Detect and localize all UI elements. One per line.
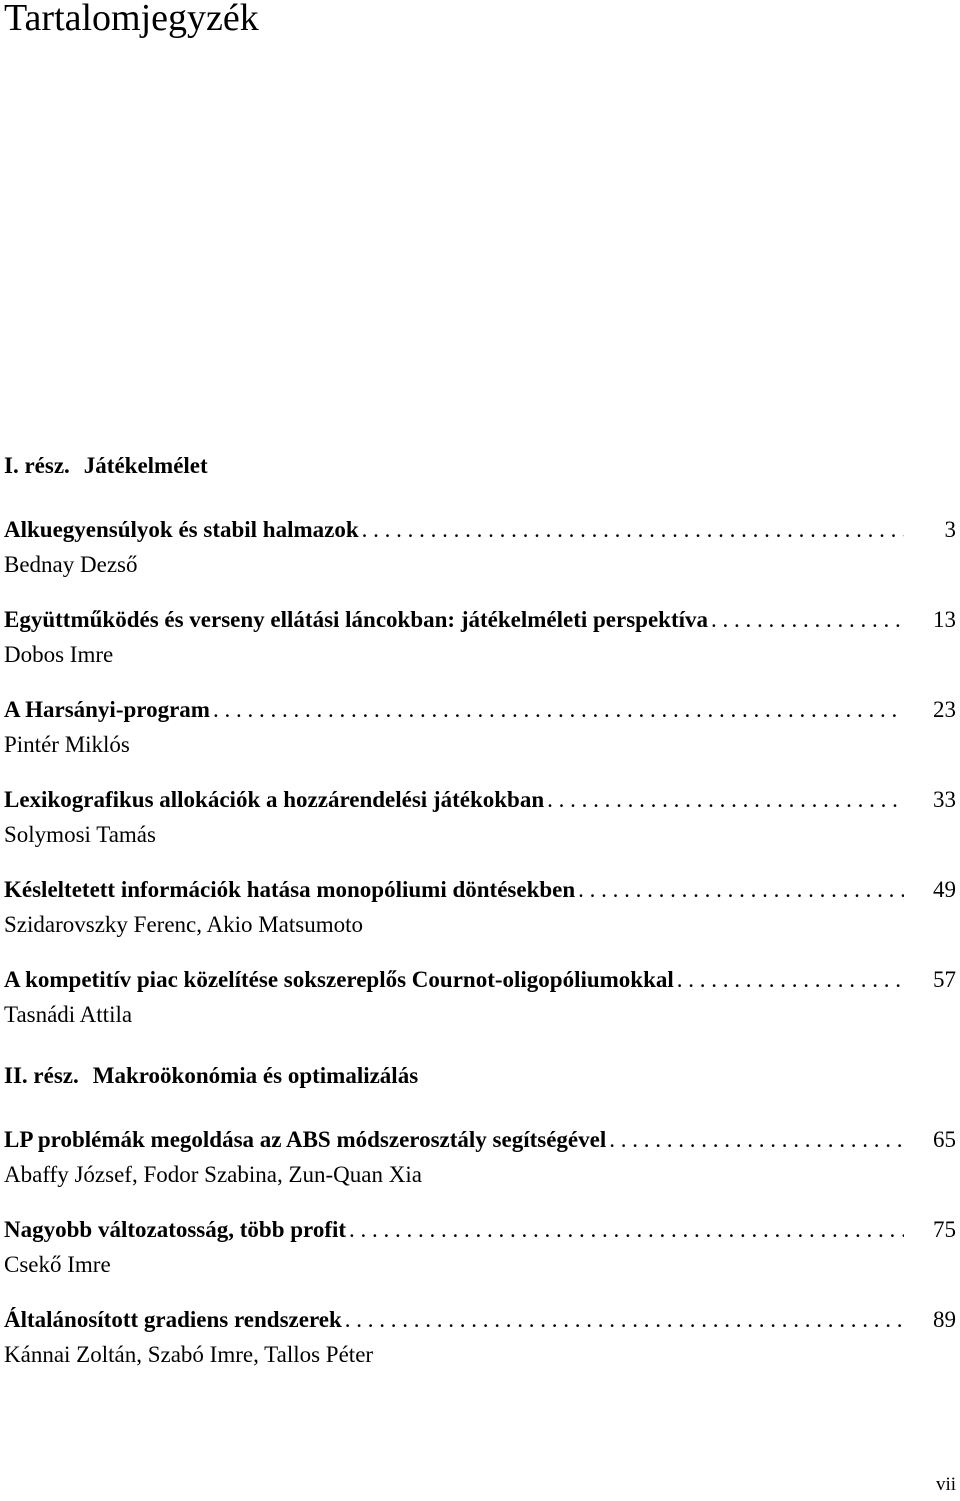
- toc-entry-authors: Solymosi Tamás: [4, 822, 156, 847]
- toc-entry-title[interactable]: Általánosított gradiens rendszerek: [4, 1307, 342, 1332]
- toc-entry-page[interactable]: 75: [933, 1217, 956, 1242]
- toc-entry-line[interactable]: [4, 695, 956, 725]
- toc-entry-line[interactable]: [4, 965, 956, 995]
- toc-entry-title[interactable]: Alkuegyensúlyok és stabil halmazok: [4, 517, 359, 542]
- toc-entry-authors: Dobos Imre: [4, 642, 114, 667]
- toc-entry[interactable]: [4, 965, 956, 1030]
- toc-entry[interactable]: [4, 1125, 956, 1190]
- toc-entry-line[interactable]: [4, 515, 956, 545]
- toc-entry[interactable]: [4, 695, 956, 760]
- toc-entry-page[interactable]: 49: [933, 877, 956, 902]
- toc-entry-page[interactable]: 23: [933, 697, 956, 722]
- part-number: II. rész.: [4, 1063, 79, 1088]
- page-number-folio: vii: [935, 1474, 956, 1495]
- toc-entry-authors: Tasnádi Attila: [4, 1002, 133, 1027]
- toc-entry-page[interactable]: 33: [933, 787, 956, 812]
- toc-entry-line[interactable]: [4, 1305, 956, 1335]
- toc-entry-authors: Csekő Imre: [4, 1252, 111, 1277]
- toc-entry-authors: Szidarovszky Ferenc, Akio Matsumoto: [4, 912, 364, 937]
- leader-dots: [213, 695, 904, 725]
- toc-entry[interactable]: [4, 875, 956, 940]
- page-title: Tartalomjegyzék: [4, 0, 259, 39]
- toc-entry[interactable]: [4, 1305, 956, 1370]
- leader-dots: [547, 785, 904, 815]
- toc-entry-title[interactable]: Késleltetett információk hatása monopóliumi döntésekben: [4, 877, 576, 902]
- part-heading-1: [4, 452, 208, 480]
- leader-dots: [711, 605, 904, 635]
- toc-entry-page[interactable]: 89: [933, 1307, 956, 1332]
- toc-entry-page[interactable]: 57: [933, 967, 956, 992]
- toc-entry-page[interactable]: 65: [933, 1127, 956, 1152]
- toc-entry[interactable]: [4, 1215, 956, 1280]
- toc-entry-line[interactable]: [4, 875, 956, 905]
- part-title: Játékelmélet: [83, 453, 208, 478]
- toc-entry-line[interactable]: [4, 1125, 956, 1155]
- toc-entry-title[interactable]: A kompetitív piac közelítése sokszereplős Cournot-oligopóliumokkal: [4, 967, 674, 992]
- toc-entry-authors: Abaffy József, Fodor Szabina, Zun-Quan Xia: [4, 1162, 422, 1187]
- toc-entry-title[interactable]: A Harsányi-program: [4, 697, 210, 722]
- toc-entry[interactable]: [4, 785, 956, 850]
- toc-entry-authors: Kánnai Zoltán, Szabó Imre, Tallos Péter: [4, 1342, 374, 1367]
- toc-entry[interactable]: [4, 605, 956, 670]
- part-number: I. rész.: [4, 453, 70, 478]
- toc-entry-line[interactable]: [4, 605, 956, 635]
- toc-entry-page[interactable]: 3: [944, 517, 956, 542]
- leader-dots: [578, 875, 904, 905]
- part-title: Makroökonómia és optimalizálás: [92, 1063, 419, 1088]
- toc-entry-authors: Pintér Miklós: [4, 732, 130, 757]
- toc-entry-title[interactable]: Nagyobb változatosság, több profit: [4, 1217, 347, 1242]
- leader-dots: [609, 1125, 904, 1155]
- part-heading-2: [4, 1062, 418, 1090]
- toc-entry-title[interactable]: LP problémák megoldása az ABS módszerosztály segítségével: [4, 1127, 607, 1152]
- toc-entry-page[interactable]: 13: [933, 607, 956, 632]
- toc-entry-authors: Bednay Dezső: [4, 552, 138, 577]
- toc-entry-title[interactable]: Lexikografikus allokációk a hozzárendelési játékokban: [4, 787, 545, 812]
- leader-dots: [362, 515, 904, 545]
- leader-dots: [345, 1305, 904, 1335]
- toc-entry-title[interactable]: Együttműködés és verseny ellátási láncokban: játékelméleti perspektíva: [4, 607, 709, 632]
- leader-dots: [677, 965, 904, 995]
- toc-entry-line[interactable]: [4, 1215, 956, 1245]
- toc-entry[interactable]: [4, 515, 956, 580]
- toc-entry-line[interactable]: [4, 785, 956, 815]
- leader-dots: [349, 1215, 904, 1245]
